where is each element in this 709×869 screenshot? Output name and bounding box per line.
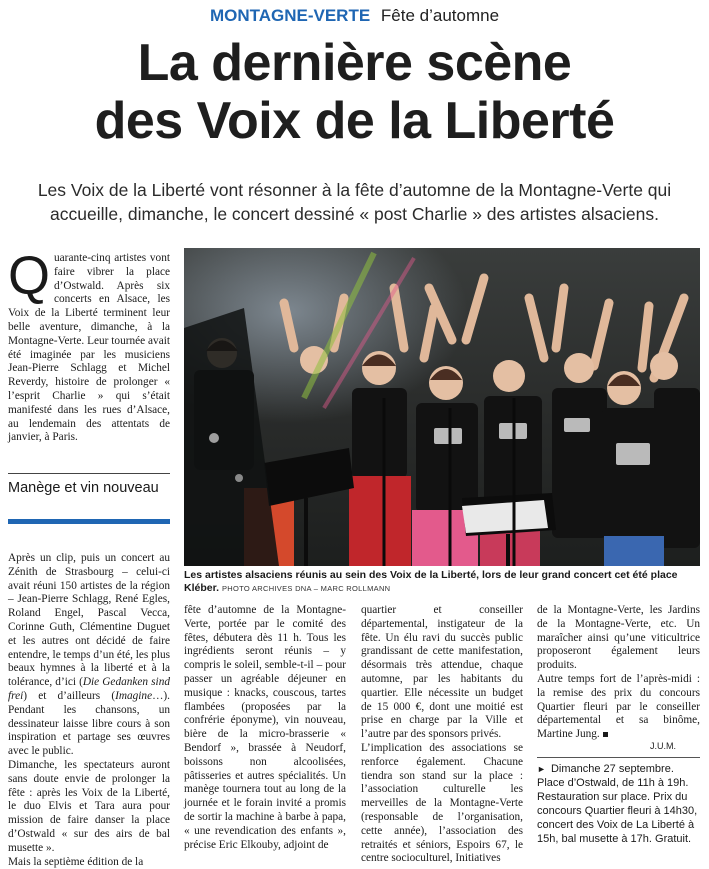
kicker [0,6,709,26]
caption-text: Les artistes alsaciens réunis au sein des Voix de la Liberté, lors de leur grand concert cet été place Kléber. [184,569,678,594]
body-paragraph: Dimanche, les spectateurs auront sans doute envie de prolonger la fête : après les Voix de la Liberté, le duo Elvis et Tara aura pour mission de faire danser la place d’Ostwald « sur des airs de bal musette ». [8,758,170,854]
info-text: Dimanche 27 septembre. Place d’Ostwald, de 11h à 19h. Restauration sur place. Prix du concours Quartier fleuri à 14h30, concert des Voix de La Liberté à 15h, bal musette à 17h. Gratuit. [537,763,698,845]
body-column-4 [537,604,700,742]
body-paragraph: fête d’automne de la Montagne-Verte, portée par le comité des fêtes, débutera dès 11 h. Tous les ingrédients seront réunis – y compris le soleil, semble-t-il – pour passer un agréable déjeuner en musique : knacks, couscous, tartes flambées (proposées par la confrérie éponyme), vin nouveau, bière de la micro-brasserie « Bendorf », brassée à Neudorf, boissons non alcoolisées, pâtisseries et autres spécialités. Un manège tournera tout au long de la journée et le forain invité a promis de sortir la machine à barbe à papa, « une revendication des enfants », précise Eric Elkouby, adjoint de [184,604,346,851]
headline-line-2: des Voix de la Liberté [94,92,615,150]
author-signature: J.U.M. [650,741,676,751]
lead-paragraph: Les Voix de la Liberté vont résonner à la fête d’automne de la Montagne-Verte qui accueille, dimanche, le concert dessiné « post Charlie » des artistes alsaciens. [37,180,672,224]
headline [0,34,709,150]
drop-cap: Q [8,246,51,306]
info-box [537,762,700,846]
body-column-1 [8,552,170,869]
intro-text: uarante-cinq artistes vont faire vibrer la place d’Ostwald. Après six concerts en Alsace, les Voix de la Liberté terminent leur belle aventure, dimanche, à la Montagne-Verte. Leur tournée avait été imaginée par les musiciens Jean-Pierre Schlagg et Michel Reverdy, histoire de prolonger « l’esprit Charlie » qui s’était manifesté dans les rues d’Alsace, au lendemain des attentats de janvier, à Paris. [8,252,170,444]
section-label: MONTAGNE-VERTE [209,6,371,25]
subhead-bottom-rule [8,519,170,524]
topic-label: Fête d’automne [380,6,500,25]
arrow-icon: ► [537,764,546,774]
body-column-3 [361,604,523,866]
photo-caption [184,569,700,595]
subhead: Manège et vin nouveau [8,480,159,496]
body-paragraph: Autre temps fort de l’après-midi : la remise des prix du concours Quartier fleuri par le conseiller départemental et sa binôme, Martine Jung. [537,672,700,741]
body-column-2 [184,604,346,852]
body-paragraph: de la Montagne-Verte, les Jardins de la Montagne-Verte, etc. Un maraîcher ainsi qu’une viticultrice proposeront également leurs produits. [537,604,700,672]
intro-paragraph [8,246,170,445]
concert-photo [184,248,700,566]
body-paragraph: L’implication des associations se renforce également. Chacune tiendra son stand sur la place : l’association culturelle les merveilles de la Montagne-Verte (responsable de l’organisation, cette année), l’association des retraités et séniors, Espoirs 67, le centre socioculturel, Initiatives [361,741,523,865]
info-box-rule [537,757,700,758]
body-paragraph: Après un clip, puis un concert au Zénith de Strasbourg – celui-ci avait réuni 150 artistes de la région – Jean-Pierre Schlagg, René Egles, Roland Engel, Pascal Vecca, Corinne Guth, Clémentine Duguet et les autres ont décidé de faire entendre, le temps d’un été, les plus beaux hymnes à la liberté et à la tolérance, d’ici (Die Gedanken sind frei) et d’ailleurs (Imagine…). Pendant les chansons, un dessinateur laisse libre cours à son inspiration et partage ses œuvres avec le public. [8,552,170,758]
headline-line-1: La dernière scène [137,34,572,92]
body-paragraph: quartier et conseiller départemental, instigateur de la fête. Un élu ravi du succès public grandissant de cette manifestation, désormais très attendue, chaque automne, par les habitants du quartier. Elle nécessite un budget de 15 000 €, dont une moitié est prise en charge par la Ville et l’autre par des sponsors privés. [361,604,523,741]
photo-credit: PHOTO ARCHIVES DNA – MARC ROLLMANN [221,584,391,593]
subhead-top-rule [8,473,170,474]
body-paragraph: Mais la septième édition de la [8,855,144,868]
end-square-icon [603,732,608,737]
